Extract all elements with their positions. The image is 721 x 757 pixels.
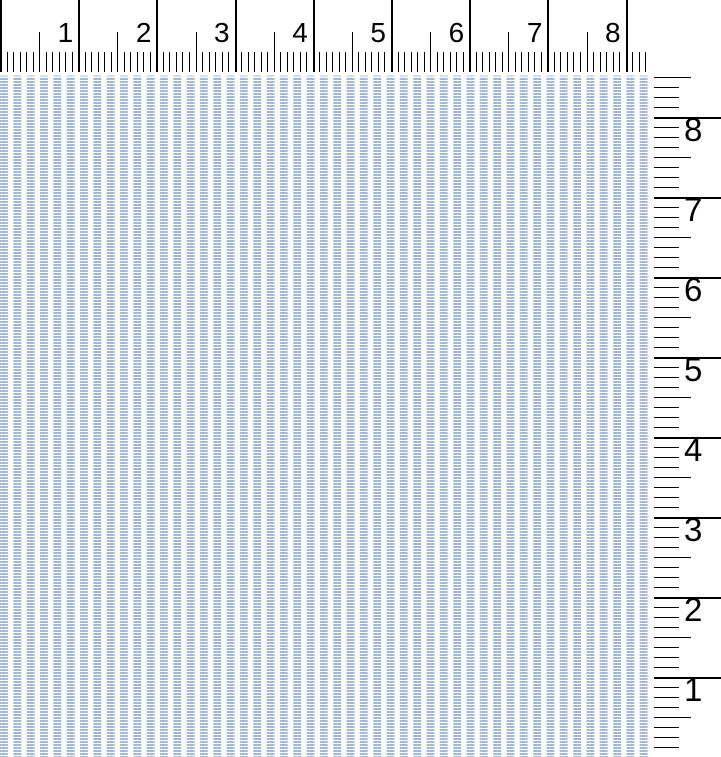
ruler-tick bbox=[248, 52, 249, 72]
ruler-tick bbox=[345, 52, 346, 72]
ruler-tick bbox=[26, 52, 27, 72]
ruler-tick bbox=[489, 52, 490, 72]
ruler-unit-label: 8 bbox=[684, 111, 703, 148]
ruler-tick bbox=[33, 52, 34, 72]
ruler-tick bbox=[254, 52, 255, 72]
ruler-tick bbox=[176, 52, 177, 72]
ruler-tick bbox=[150, 52, 151, 72]
ruler-tick bbox=[365, 52, 366, 72]
ruler-tick bbox=[189, 52, 190, 72]
ruler-tick bbox=[502, 52, 503, 72]
ruler-tick bbox=[654, 647, 679, 648]
ruler-tick bbox=[378, 52, 379, 72]
ruler-tick bbox=[20, 52, 21, 72]
ruler-tick bbox=[391, 0, 393, 72]
ruler-tick bbox=[654, 747, 679, 748]
ruler-tick bbox=[228, 52, 229, 72]
ruler-tick bbox=[654, 667, 679, 668]
ruler-tick bbox=[600, 52, 601, 72]
ruler-tick bbox=[280, 52, 281, 72]
ruler-tick bbox=[654, 417, 679, 418]
ruler-tick bbox=[293, 52, 294, 72]
ruler-tick bbox=[352, 32, 353, 72]
ruler-tick bbox=[654, 227, 679, 228]
ruler-tick bbox=[430, 32, 431, 72]
ruler-tick bbox=[654, 147, 679, 148]
ruler-unit-label: 7 bbox=[526, 17, 543, 48]
ruler-tick bbox=[274, 32, 275, 72]
ruler-tick bbox=[111, 52, 112, 72]
ruler-tick bbox=[567, 52, 568, 72]
ruler-tick bbox=[654, 347, 679, 348]
ruler-tick bbox=[654, 507, 679, 508]
ruler-tick bbox=[654, 477, 691, 478]
ruler-tick bbox=[469, 0, 471, 72]
ruler-tick bbox=[326, 52, 327, 72]
ruler-tick bbox=[654, 497, 679, 498]
ruler-tick bbox=[654, 217, 679, 218]
ruler-tick bbox=[654, 547, 679, 548]
ruler-tick bbox=[456, 52, 457, 72]
ruler-tick bbox=[65, 52, 66, 72]
ruler-tick bbox=[654, 257, 679, 258]
ruler-tick bbox=[508, 32, 509, 72]
ruler-tick bbox=[39, 32, 40, 72]
ruler-tick bbox=[654, 717, 691, 718]
ruler-tick bbox=[437, 52, 438, 72]
ruler-unit-label: 5 bbox=[684, 351, 703, 388]
ruler-tick bbox=[7, 52, 8, 72]
ruler-tick bbox=[654, 707, 679, 708]
ruler-tick bbox=[654, 577, 679, 578]
ruler-tick bbox=[358, 52, 359, 72]
ruler-unit-label: 5 bbox=[370, 17, 386, 48]
ruler-tick bbox=[215, 52, 216, 72]
ruler-unit-label: 6 bbox=[684, 271, 703, 308]
ruler-tick bbox=[85, 52, 86, 72]
ruler-tick bbox=[654, 457, 679, 458]
ruler-tick bbox=[319, 52, 320, 72]
ruler-tick bbox=[235, 0, 237, 72]
ruler-tick bbox=[0, 0, 2, 72]
ruler-tick bbox=[654, 557, 691, 558]
ruler-tick bbox=[626, 0, 628, 72]
ruler-tick bbox=[654, 137, 679, 138]
ruler-tick bbox=[182, 52, 183, 72]
ruler-tick bbox=[137, 52, 138, 72]
ruler-unit-label: 7 bbox=[684, 191, 703, 228]
ruler-tick bbox=[654, 537, 679, 538]
ruler-tick bbox=[339, 52, 340, 72]
ruler-tick bbox=[654, 587, 679, 588]
ruler-tick bbox=[515, 52, 516, 72]
ruler-tick bbox=[52, 52, 53, 72]
ruler-tick bbox=[573, 52, 574, 72]
ruler-tick bbox=[654, 267, 679, 268]
ruler-tick bbox=[267, 52, 268, 72]
vertical-ruler bbox=[654, 0, 721, 757]
ruler-tick bbox=[654, 287, 679, 288]
ruler-tick bbox=[202, 52, 203, 72]
ruler-tick bbox=[450, 52, 451, 72]
ruler-tick bbox=[654, 447, 679, 448]
ruler-tick bbox=[619, 52, 620, 72]
ruler-tick bbox=[654, 87, 679, 88]
ruler-unit-label: 2 bbox=[135, 17, 152, 48]
ruler-tick bbox=[398, 52, 399, 72]
ruler-tick bbox=[417, 52, 418, 72]
ruler-tick bbox=[300, 52, 301, 72]
ruler-tick bbox=[654, 527, 679, 528]
ruler-tick bbox=[98, 52, 99, 72]
ruler-tick bbox=[654, 727, 679, 728]
ruler-unit-label: 2 bbox=[684, 591, 703, 628]
ruler-unit-label: 3 bbox=[214, 17, 230, 48]
ruler-tick bbox=[424, 52, 425, 72]
ruler-tick bbox=[654, 397, 691, 398]
ruler-tick bbox=[654, 387, 679, 388]
ruler-tick bbox=[593, 52, 594, 72]
ruler-tick bbox=[654, 427, 679, 428]
ruler-tick bbox=[654, 337, 679, 338]
ruler-tick bbox=[495, 52, 496, 72]
ruler-tick bbox=[209, 52, 210, 72]
horizontal-ruler bbox=[0, 0, 721, 74]
ruler-tick bbox=[476, 52, 477, 72]
ruler-unit-label: 1 bbox=[684, 671, 703, 708]
ruler-tick bbox=[654, 237, 691, 238]
ruler-tick bbox=[78, 0, 80, 72]
ruler-tick bbox=[521, 52, 522, 72]
ruler-tick bbox=[482, 52, 483, 72]
ruler-tick bbox=[163, 52, 164, 72]
ruler-tick bbox=[411, 52, 412, 72]
ruler-tick bbox=[654, 687, 679, 688]
ruler-tick bbox=[654, 307, 679, 308]
ruler-tick bbox=[654, 157, 691, 158]
ruler-tick bbox=[547, 0, 549, 72]
ruler-tick bbox=[124, 52, 125, 72]
ruler-tick bbox=[554, 52, 555, 72]
ruler-tick bbox=[654, 657, 679, 658]
ruler-tick bbox=[404, 52, 405, 72]
ruler-unit-label: 1 bbox=[57, 17, 74, 48]
ruler-tick bbox=[528, 52, 529, 72]
ruler-tick bbox=[654, 617, 679, 618]
ruler-tick bbox=[104, 52, 105, 72]
ruler-tick bbox=[384, 52, 385, 72]
ruler-tick bbox=[654, 207, 679, 208]
ruler-tick bbox=[654, 567, 679, 568]
ruler-tick bbox=[580, 52, 581, 72]
ruler-tick bbox=[560, 52, 561, 72]
ruler-tick bbox=[654, 247, 679, 248]
ruler-tick bbox=[654, 487, 679, 488]
ruler-tick bbox=[654, 737, 679, 738]
ruler-tick bbox=[222, 52, 223, 72]
ruler-tick bbox=[654, 77, 691, 78]
ruler-tick bbox=[654, 697, 679, 698]
ruler-tick bbox=[169, 52, 170, 72]
ruler-tick bbox=[143, 52, 144, 72]
fabric-preview-canvas[interactable] bbox=[0, 73, 648, 757]
ruler-tick bbox=[156, 0, 158, 72]
ruler-unit-label: 6 bbox=[448, 17, 465, 48]
ruler-tick bbox=[313, 0, 315, 72]
ruler-unit-label: 3 bbox=[684, 511, 703, 548]
ruler-tick bbox=[654, 367, 679, 368]
ruler-tick bbox=[371, 52, 372, 72]
ruler-unit-label: 4 bbox=[684, 431, 703, 468]
ruler-tick bbox=[130, 52, 131, 72]
ruler-tick bbox=[639, 52, 640, 72]
ruler-tick bbox=[654, 377, 679, 378]
ruler-tick bbox=[654, 467, 679, 468]
ruler-tick bbox=[287, 52, 288, 72]
ruler-tick bbox=[654, 127, 679, 128]
ruler-tick bbox=[72, 52, 73, 72]
ruler-tick bbox=[534, 52, 535, 72]
ruler-tick bbox=[261, 52, 262, 72]
ruler-tick bbox=[332, 52, 333, 72]
ruler-tick bbox=[654, 327, 679, 328]
ruler-tick bbox=[46, 52, 47, 72]
ruler-tick bbox=[117, 32, 118, 72]
ruler-tick bbox=[443, 52, 444, 72]
ruler-tick bbox=[654, 607, 679, 608]
ruler-tick bbox=[654, 627, 679, 628]
ruler-tick bbox=[654, 187, 679, 188]
ruler-tick bbox=[632, 52, 633, 72]
ruler-tick bbox=[613, 52, 614, 72]
ruler-tick bbox=[196, 32, 197, 72]
ruler-tick bbox=[654, 297, 679, 298]
ruler-unit-label: 8 bbox=[605, 17, 621, 48]
ruler-tick bbox=[463, 52, 464, 72]
ruler-tick bbox=[654, 317, 691, 318]
ruler-tick bbox=[654, 167, 679, 168]
ruler-tick bbox=[59, 52, 60, 72]
ruler-tick bbox=[654, 637, 691, 638]
ruler-tick bbox=[241, 52, 242, 72]
ruler-tick bbox=[587, 32, 588, 72]
ruler-tick bbox=[645, 52, 646, 72]
ruler-tick bbox=[654, 407, 679, 408]
ruler-tick bbox=[606, 52, 607, 72]
ruler-unit-label: 4 bbox=[292, 17, 308, 48]
ruler-tick bbox=[541, 52, 542, 72]
ruler-tick bbox=[654, 97, 679, 98]
ruler-tick bbox=[91, 52, 92, 72]
ruler-tick bbox=[306, 52, 307, 72]
ruler-tick bbox=[654, 177, 679, 178]
ruler-tick bbox=[654, 107, 679, 108]
ruler-tick bbox=[13, 52, 14, 72]
